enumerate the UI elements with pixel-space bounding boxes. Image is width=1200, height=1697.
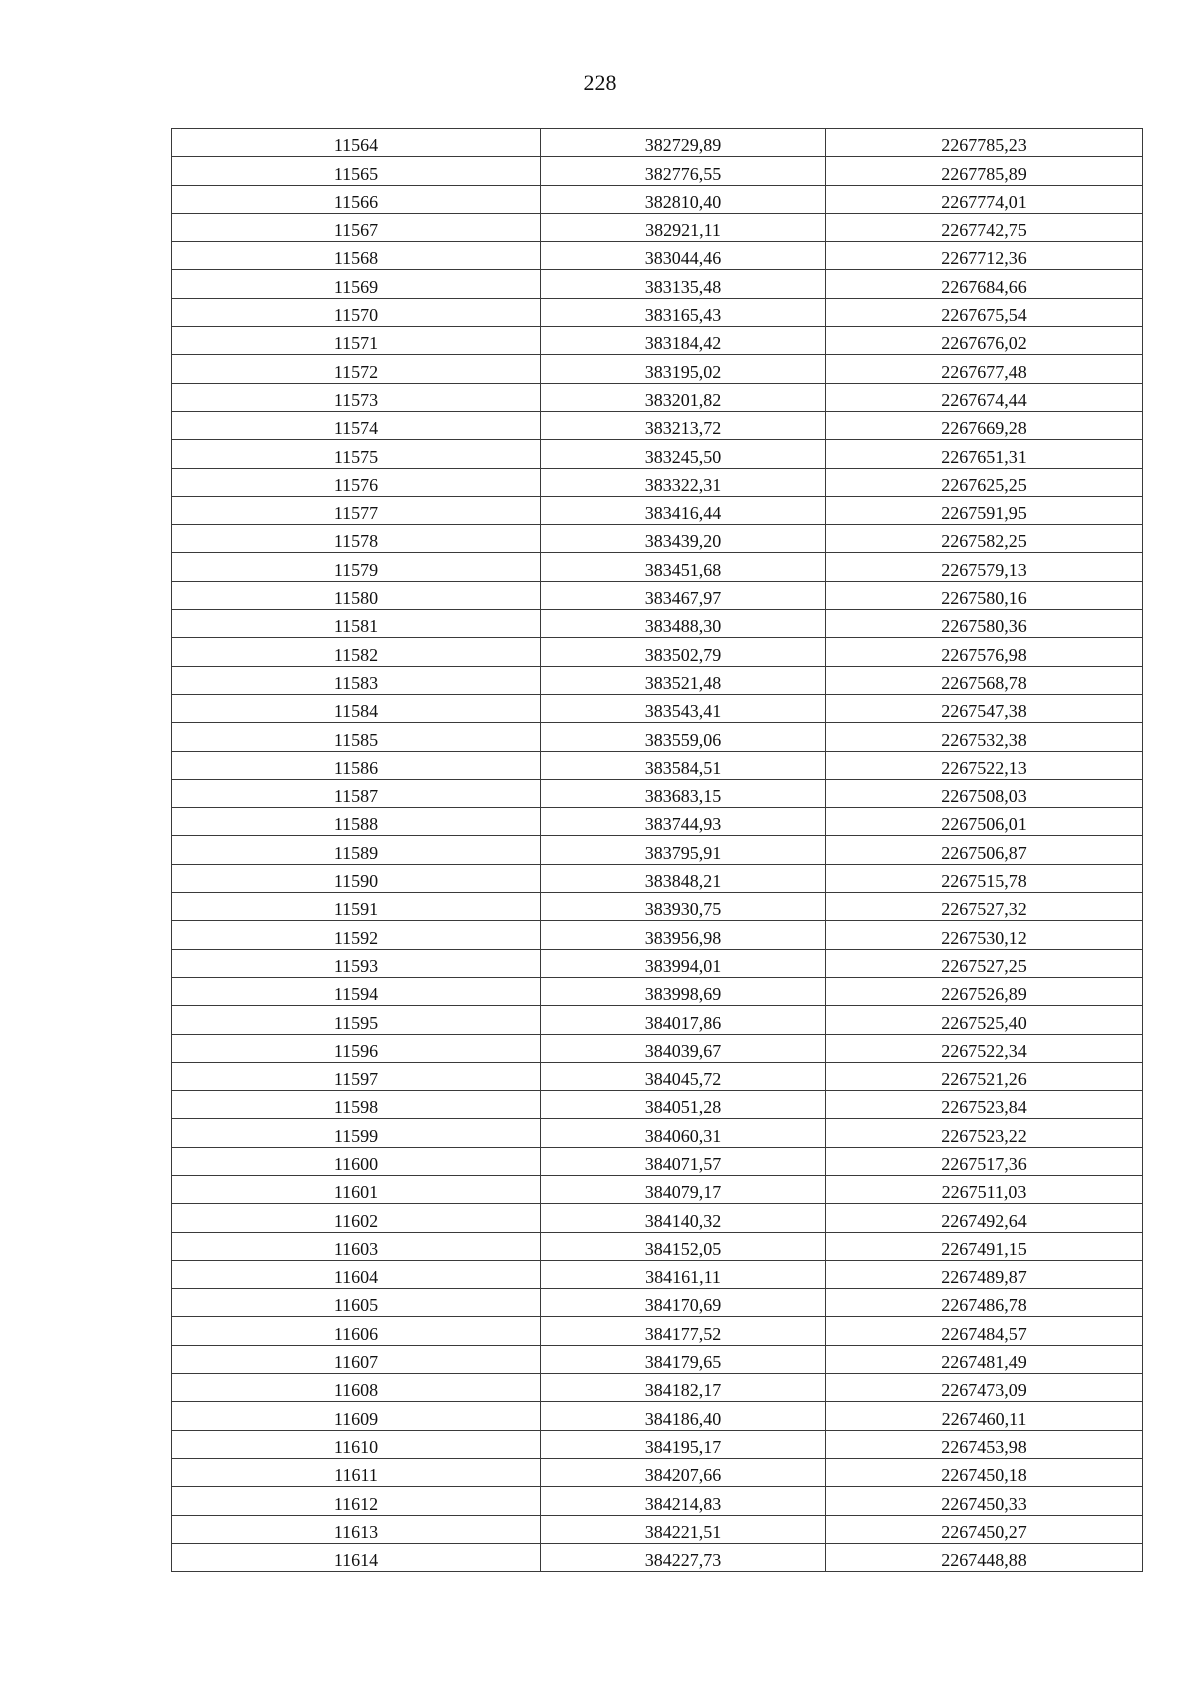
y-coordinate-cell: 2267523,84 [826, 1091, 1143, 1119]
x-coordinate-cell: 383467,97 [541, 581, 826, 609]
y-coordinate-cell: 2267580,36 [826, 610, 1143, 638]
x-coordinate-cell: 384152,05 [541, 1232, 826, 1260]
x-coordinate-cell: 384045,72 [541, 1062, 826, 1090]
table-row [172, 1147, 1143, 1175]
x-coordinate-cell: 383543,41 [541, 694, 826, 722]
point-number-cell: 11592 [172, 921, 541, 949]
table-row [172, 1119, 1143, 1147]
table-row [172, 1543, 1143, 1571]
point-number-cell: 11593 [172, 949, 541, 977]
y-coordinate-cell: 2267492,64 [826, 1204, 1143, 1232]
point-number-cell: 11586 [172, 751, 541, 779]
x-coordinate-cell: 384060,31 [541, 1119, 826, 1147]
point-number-cell: 11576 [172, 468, 541, 496]
point-number-cell: 11571 [172, 327, 541, 355]
x-coordinate-cell: 383488,30 [541, 610, 826, 638]
x-coordinate-cell: 382729,89 [541, 129, 826, 157]
y-coordinate-cell: 2267532,38 [826, 723, 1143, 751]
table-row [172, 242, 1143, 270]
y-coordinate-cell: 2267712,36 [826, 242, 1143, 270]
coordinates-table [171, 128, 1143, 1572]
table-row [172, 1204, 1143, 1232]
table-row [172, 779, 1143, 807]
y-coordinate-cell: 2267576,98 [826, 638, 1143, 666]
table-row [172, 1034, 1143, 1062]
y-coordinate-cell: 2267511,03 [826, 1175, 1143, 1203]
table-row [172, 1289, 1143, 1317]
table-row [172, 411, 1143, 439]
x-coordinate-cell: 383195,02 [541, 355, 826, 383]
point-number-cell: 11567 [172, 213, 541, 241]
x-coordinate-cell: 383451,68 [541, 553, 826, 581]
table-row [172, 440, 1143, 468]
point-number-cell: 11604 [172, 1260, 541, 1288]
point-number-cell: 11591 [172, 893, 541, 921]
x-coordinate-cell: 384207,66 [541, 1458, 826, 1486]
point-number-cell: 11580 [172, 581, 541, 609]
y-coordinate-cell: 2267579,13 [826, 553, 1143, 581]
point-number-cell: 11596 [172, 1034, 541, 1062]
y-coordinate-cell: 2267450,27 [826, 1515, 1143, 1543]
table-row [172, 723, 1143, 751]
x-coordinate-cell: 384195,17 [541, 1430, 826, 1458]
point-number-cell: 11589 [172, 836, 541, 864]
x-coordinate-cell: 383201,82 [541, 383, 826, 411]
table-row [172, 977, 1143, 1005]
x-coordinate-cell: 383213,72 [541, 411, 826, 439]
x-coordinate-cell: 383322,31 [541, 468, 826, 496]
y-coordinate-cell: 2267506,87 [826, 836, 1143, 864]
page-number: 228 [583, 70, 617, 95]
y-coordinate-cell: 2267489,87 [826, 1260, 1143, 1288]
x-coordinate-cell: 383994,01 [541, 949, 826, 977]
y-coordinate-cell: 2267481,49 [826, 1345, 1143, 1373]
table-row [172, 921, 1143, 949]
point-number-cell: 11572 [172, 355, 541, 383]
y-coordinate-cell: 2267625,25 [826, 468, 1143, 496]
table-row [172, 298, 1143, 326]
point-number-cell: 11585 [172, 723, 541, 751]
table-row [172, 1062, 1143, 1090]
x-coordinate-cell: 383848,21 [541, 864, 826, 892]
point-number-cell: 11581 [172, 610, 541, 638]
point-number-cell: 11575 [172, 440, 541, 468]
point-number-cell: 11609 [172, 1402, 541, 1430]
x-coordinate-cell: 384170,69 [541, 1289, 826, 1317]
y-coordinate-cell: 2267491,15 [826, 1232, 1143, 1260]
table-row [172, 694, 1143, 722]
y-coordinate-cell: 2267522,34 [826, 1034, 1143, 1062]
x-coordinate-cell: 383521,48 [541, 666, 826, 694]
x-coordinate-cell: 384017,86 [541, 1006, 826, 1034]
x-coordinate-cell: 383416,44 [541, 496, 826, 524]
y-coordinate-cell: 2267785,89 [826, 157, 1143, 185]
y-coordinate-cell: 2267651,31 [826, 440, 1143, 468]
table-row [172, 270, 1143, 298]
point-number-cell: 11564 [172, 129, 541, 157]
x-coordinate-cell: 384177,52 [541, 1317, 826, 1345]
table-row [172, 1006, 1143, 1034]
table-row [172, 525, 1143, 553]
table-row [172, 1458, 1143, 1486]
x-coordinate-cell: 382810,40 [541, 185, 826, 213]
y-coordinate-cell: 2267486,78 [826, 1289, 1143, 1317]
y-coordinate-cell: 2267684,66 [826, 270, 1143, 298]
point-number-cell: 11608 [172, 1374, 541, 1402]
table-row [172, 949, 1143, 977]
point-number-cell: 11606 [172, 1317, 541, 1345]
x-coordinate-cell: 383744,93 [541, 808, 826, 836]
x-coordinate-cell: 383795,91 [541, 836, 826, 864]
table-row [172, 1175, 1143, 1203]
point-number-cell: 11600 [172, 1147, 541, 1175]
x-coordinate-cell: 384161,11 [541, 1260, 826, 1288]
y-coordinate-cell: 2267460,11 [826, 1402, 1143, 1430]
table-row [172, 638, 1143, 666]
table-row [172, 666, 1143, 694]
x-coordinate-cell: 383930,75 [541, 893, 826, 921]
table-row [172, 496, 1143, 524]
x-coordinate-cell: 383135,48 [541, 270, 826, 298]
point-number-cell: 11587 [172, 779, 541, 807]
x-coordinate-cell: 384079,17 [541, 1175, 826, 1203]
y-coordinate-cell: 2267669,28 [826, 411, 1143, 439]
point-number-cell: 11565 [172, 157, 541, 185]
y-coordinate-cell: 2267522,13 [826, 751, 1143, 779]
table-row [172, 383, 1143, 411]
y-coordinate-cell: 2267675,54 [826, 298, 1143, 326]
x-coordinate-cell: 384051,28 [541, 1091, 826, 1119]
y-coordinate-cell: 2267517,36 [826, 1147, 1143, 1175]
point-number-cell: 11613 [172, 1515, 541, 1543]
x-coordinate-cell: 384071,57 [541, 1147, 826, 1175]
table-row [172, 1260, 1143, 1288]
y-coordinate-cell: 2267506,01 [826, 808, 1143, 836]
x-coordinate-cell: 384039,67 [541, 1034, 826, 1062]
point-number-cell: 11577 [172, 496, 541, 524]
y-coordinate-cell: 2267526,89 [826, 977, 1143, 1005]
table-row [172, 893, 1143, 921]
table-row [172, 1374, 1143, 1402]
x-coordinate-cell: 384214,83 [541, 1487, 826, 1515]
point-number-cell: 11569 [172, 270, 541, 298]
y-coordinate-cell: 2267676,02 [826, 327, 1143, 355]
x-coordinate-cell: 383683,15 [541, 779, 826, 807]
y-coordinate-cell: 2267508,03 [826, 779, 1143, 807]
x-coordinate-cell: 384140,32 [541, 1204, 826, 1232]
y-coordinate-cell: 2267580,16 [826, 581, 1143, 609]
point-number-cell: 11582 [172, 638, 541, 666]
table-row [172, 553, 1143, 581]
y-coordinate-cell: 2267515,78 [826, 864, 1143, 892]
y-coordinate-cell: 2267677,48 [826, 355, 1143, 383]
x-coordinate-cell: 383998,69 [541, 977, 826, 1005]
point-number-cell: 11614 [172, 1543, 541, 1571]
point-number-cell: 11590 [172, 864, 541, 892]
x-coordinate-cell: 383584,51 [541, 751, 826, 779]
table-row [172, 808, 1143, 836]
y-coordinate-cell: 2267527,25 [826, 949, 1143, 977]
x-coordinate-cell: 383956,98 [541, 921, 826, 949]
point-number-cell: 11602 [172, 1204, 541, 1232]
point-number-cell: 11611 [172, 1458, 541, 1486]
table-row [172, 1232, 1143, 1260]
table-row [172, 1345, 1143, 1373]
table-row [172, 610, 1143, 638]
table-row [172, 1317, 1143, 1345]
point-number-cell: 11588 [172, 808, 541, 836]
point-number-cell: 11599 [172, 1119, 541, 1147]
y-coordinate-cell: 2267742,75 [826, 213, 1143, 241]
table-row [172, 213, 1143, 241]
point-number-cell: 11597 [172, 1062, 541, 1090]
x-coordinate-cell: 383439,20 [541, 525, 826, 553]
point-number-cell: 11584 [172, 694, 541, 722]
y-coordinate-cell: 2267521,26 [826, 1062, 1143, 1090]
table-row [172, 129, 1143, 157]
x-coordinate-cell: 384179,65 [541, 1345, 826, 1373]
table-row [172, 185, 1143, 213]
y-coordinate-cell: 2267525,40 [826, 1006, 1143, 1034]
x-coordinate-cell: 382776,55 [541, 157, 826, 185]
table-row [172, 157, 1143, 185]
y-coordinate-cell: 2267591,95 [826, 496, 1143, 524]
y-coordinate-cell: 2267473,09 [826, 1374, 1143, 1402]
point-number-cell: 11605 [172, 1289, 541, 1317]
y-coordinate-cell: 2267785,23 [826, 129, 1143, 157]
y-coordinate-cell: 2267547,38 [826, 694, 1143, 722]
table-row [172, 836, 1143, 864]
x-coordinate-cell: 384186,40 [541, 1402, 826, 1430]
point-number-cell: 11566 [172, 185, 541, 213]
point-number-cell: 11598 [172, 1091, 541, 1119]
point-number-cell: 11612 [172, 1487, 541, 1515]
table-row [172, 327, 1143, 355]
x-coordinate-cell: 383044,46 [541, 242, 826, 270]
coordinates-table-body [172, 129, 1143, 1572]
x-coordinate-cell: 382921,11 [541, 213, 826, 241]
table-row [172, 468, 1143, 496]
x-coordinate-cell: 384227,73 [541, 1543, 826, 1571]
point-number-cell: 11601 [172, 1175, 541, 1203]
point-number-cell: 11568 [172, 242, 541, 270]
y-coordinate-cell: 2267582,25 [826, 525, 1143, 553]
y-coordinate-cell: 2267527,32 [826, 893, 1143, 921]
y-coordinate-cell: 2267448,88 [826, 1543, 1143, 1571]
y-coordinate-cell: 2267453,98 [826, 1430, 1143, 1458]
y-coordinate-cell: 2267450,18 [826, 1458, 1143, 1486]
point-number-cell: 11573 [172, 383, 541, 411]
table-row [172, 864, 1143, 892]
point-number-cell: 11603 [172, 1232, 541, 1260]
table-row [172, 1515, 1143, 1543]
y-coordinate-cell: 2267523,22 [826, 1119, 1143, 1147]
point-number-cell: 11578 [172, 525, 541, 553]
x-coordinate-cell: 383559,06 [541, 723, 826, 751]
point-number-cell: 11579 [172, 553, 541, 581]
y-coordinate-cell: 2267774,01 [826, 185, 1143, 213]
x-coordinate-cell: 383502,79 [541, 638, 826, 666]
point-number-cell: 11607 [172, 1345, 541, 1373]
x-coordinate-cell: 384221,51 [541, 1515, 826, 1543]
table-row [172, 1091, 1143, 1119]
x-coordinate-cell: 384182,17 [541, 1374, 826, 1402]
y-coordinate-cell: 2267450,33 [826, 1487, 1143, 1515]
point-number-cell: 11574 [172, 411, 541, 439]
y-coordinate-cell: 2267484,57 [826, 1317, 1143, 1345]
point-number-cell: 11610 [172, 1430, 541, 1458]
x-coordinate-cell: 383165,43 [541, 298, 826, 326]
point-number-cell: 11583 [172, 666, 541, 694]
point-number-cell: 11595 [172, 1006, 541, 1034]
y-coordinate-cell: 2267530,12 [826, 921, 1143, 949]
point-number-cell: 11570 [172, 298, 541, 326]
table-row [172, 1430, 1143, 1458]
point-number-cell: 11594 [172, 977, 541, 1005]
x-coordinate-cell: 383245,50 [541, 440, 826, 468]
x-coordinate-cell: 383184,42 [541, 327, 826, 355]
table-row [172, 1487, 1143, 1515]
table-row [172, 355, 1143, 383]
table-row [172, 581, 1143, 609]
y-coordinate-cell: 2267674,44 [826, 383, 1143, 411]
table-row [172, 751, 1143, 779]
table-row [172, 1402, 1143, 1430]
y-coordinate-cell: 2267568,78 [826, 666, 1143, 694]
